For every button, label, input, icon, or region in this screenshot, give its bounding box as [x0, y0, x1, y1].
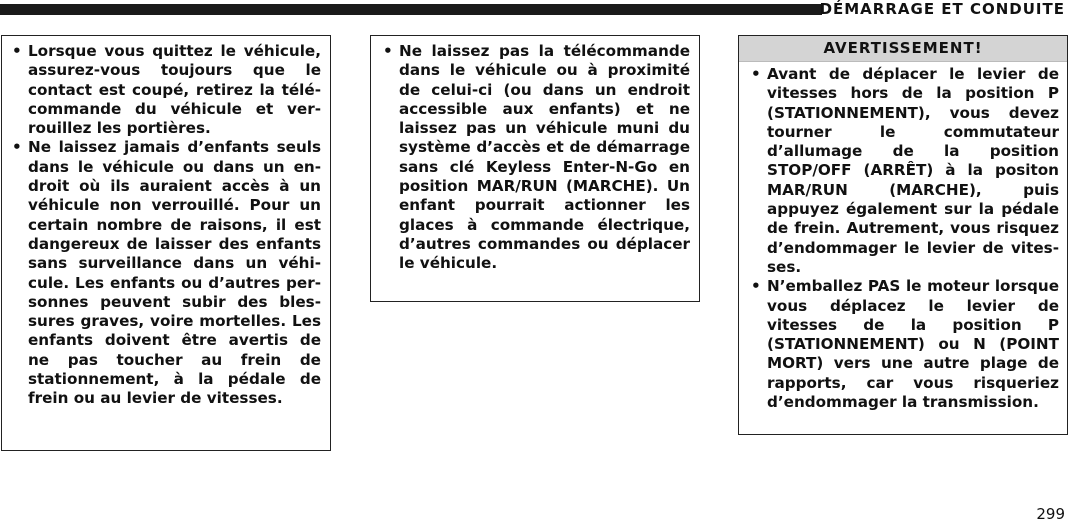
list-item: • N’emballez PAS le moteur lorsque vous déplacez le levier de vitesses de la position P (STATIONNEMENT) ou N (POINT MORT) vers une autre plage de rapports, car vous risqueriez d’endommager la transmission. — [749, 277, 1059, 412]
warning-bullet-list — [739, 62, 1067, 412]
list-item: • Lorsque vous quittez le véhicule, assurez-vous toujours que le contact est coupé, retirez la télécommande du véhicule et verrouillez les portières. — [10, 42, 321, 138]
warning-box — [738, 35, 1068, 435]
page-number: 299 — [1036, 505, 1065, 523]
list-item: • Avant de déplacer le levier de vitesses hors de la position P (STATIONNEMENT), vous devez tourner le commutateur d’allumage de la position STOP/OFF (ARRÊT) à la positon MAR/RUN (MARCHE), puis appuyez également sur la pédale de frein. Autrement, vous risquez d’endommager le levier de vitesses. — [749, 65, 1059, 277]
warning-title: AVERTISSEMENT! — [739, 36, 1067, 62]
middle-column-box — [370, 35, 700, 302]
middle-bullet-list — [371, 36, 699, 274]
section-title: DÉMARRAGE ET CONDUITE — [819, 0, 1065, 18]
left-column-box — [1, 35, 331, 451]
list-item: • Ne laissez jamais d’enfants seuls dans le véhicule ou dans un endroit où ils auraient accès à un véhicule non verrouillé. Pour un certain nombre de raisons, il est dangereux de laisser des enfants sans surveillance dans un véhicule. Les enfants ou d’autres personnes peuvent subir des blessures graves, voire mortelles. Les enfants doivent être avertis de ne pas toucher au frein de stationnement, à la pédale de frein ou au levier de vitesses. — [10, 138, 321, 408]
left-bullet-list — [2, 36, 330, 409]
header-rule — [0, 4, 822, 15]
list-item: • Ne laissez pas la télécommande dans le véhicule ou à proximité de celui-ci (ou dans un endroit accessible aux enfants) et ne laissez pas un véhicule muni du système d’accès et de démarrage sans clé Keyless Enter-N-Go en position MAR/RUN (MARCHE). Un enfant pourrait actionner les glaces à commande électrique, d’autres commandes ou déplacer le véhicule. — [381, 42, 690, 274]
